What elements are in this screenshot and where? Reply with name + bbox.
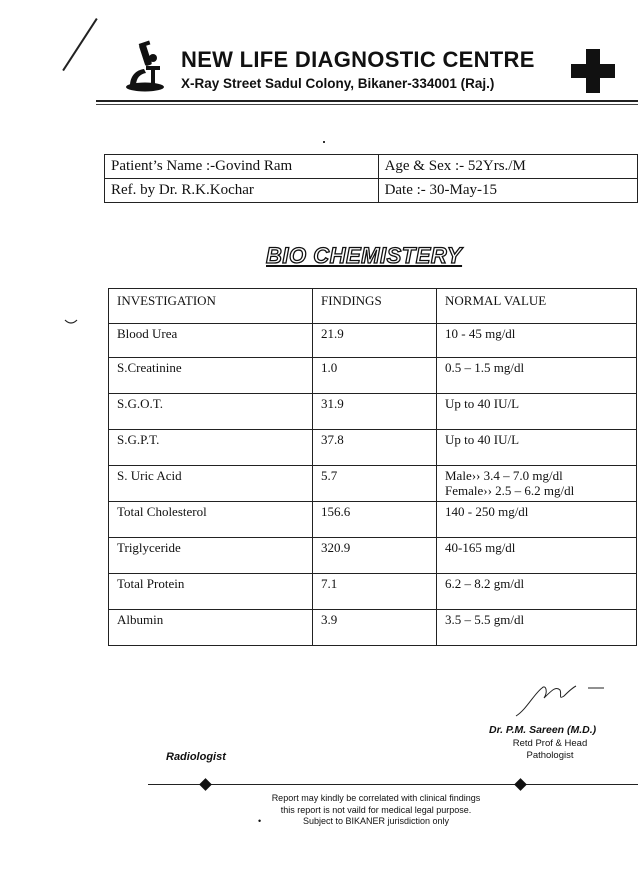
referring-doctor: Ref. by Dr. R.K.Kochar bbox=[105, 179, 379, 203]
speck bbox=[323, 141, 325, 143]
test-normal: Up to 40 IU/L bbox=[437, 430, 637, 466]
test-normal: 0.5 – 1.5 mg/dl bbox=[437, 358, 637, 394]
header-findings: FINDINGS bbox=[313, 289, 437, 324]
footer-line-2: this report is not vaild for medical legal purpose. bbox=[280, 804, 472, 815]
radiologist-label: Radiologist bbox=[166, 751, 226, 763]
test-name: Blood Urea bbox=[109, 324, 313, 358]
table-row bbox=[109, 574, 637, 610]
test-name: Total Protein bbox=[109, 574, 313, 610]
test-finding: 7.1 bbox=[313, 574, 437, 610]
tick-mark bbox=[64, 318, 78, 326]
patient-name: Patient’s Name :-Govind Ram bbox=[105, 155, 379, 179]
test-normal: 10 - 45 mg/dl bbox=[437, 324, 637, 358]
test-finding: 31.9 bbox=[313, 394, 437, 430]
table-row bbox=[109, 502, 637, 538]
footer-line-3: Subject to BIKANER jurisdiction only bbox=[302, 816, 450, 826]
test-normal bbox=[437, 466, 637, 502]
test-normal: 6.2 – 8.2 gm/dl bbox=[437, 574, 637, 610]
test-finding: 37.8 bbox=[313, 430, 437, 466]
test-name: Triglyceride bbox=[109, 538, 313, 574]
diamond-left-icon bbox=[199, 778, 212, 791]
medical-cross-icon bbox=[571, 49, 615, 93]
diamond-right-icon bbox=[514, 778, 527, 791]
test-normal: 3.5 – 5.5 gm/dl bbox=[437, 610, 637, 646]
test-finding: 156.6 bbox=[313, 502, 437, 538]
doctor-name: Dr. P.M. Sareen (M.D.) bbox=[489, 724, 597, 736]
footer-line-1: Report may kindly be correlated with clinical findings bbox=[271, 793, 481, 803]
doctor-title-2: Pathologist bbox=[526, 750, 574, 761]
header-divider-thin bbox=[96, 104, 638, 105]
centre-address: X-Ray Street Sadul Colony, Bikaner-334001 (Raj.) bbox=[181, 76, 495, 91]
test-name: Total Cholesterol bbox=[109, 502, 313, 538]
test-normal: Up to 40 IU/L bbox=[437, 394, 637, 430]
table-row bbox=[109, 358, 637, 394]
test-name: S. Uric Acid bbox=[109, 466, 313, 502]
patient-info-table bbox=[104, 154, 638, 203]
doctor-title-1: Retd Prof & Head bbox=[512, 738, 588, 749]
report-date: Date :- 30-May-15 bbox=[378, 179, 637, 203]
table-row bbox=[109, 324, 637, 358]
test-name: Albumin bbox=[109, 610, 313, 646]
table-row bbox=[109, 610, 637, 646]
patient-age-sex: Age & Sex :- 52Yrs./M bbox=[378, 155, 637, 179]
test-finding: 5.7 bbox=[313, 466, 437, 502]
header-divider bbox=[96, 100, 638, 102]
microscope-logo-icon bbox=[124, 40, 166, 92]
results-table bbox=[108, 288, 637, 646]
footer-divider bbox=[148, 784, 638, 785]
table-header-row bbox=[109, 289, 637, 324]
pen-stroke-mark bbox=[62, 18, 97, 71]
header-investigation: INVESTIGATION bbox=[109, 289, 313, 324]
table-row bbox=[109, 394, 637, 430]
test-finding: 3.9 bbox=[313, 610, 437, 646]
table-row bbox=[109, 538, 637, 574]
test-name: S.G.P.T. bbox=[109, 430, 313, 466]
table-row bbox=[109, 466, 637, 502]
footer-note bbox=[236, 793, 516, 828]
report-title: BIO CHEMISTERY bbox=[266, 243, 463, 268]
header-normal-value: NORMAL VALUE bbox=[437, 289, 637, 324]
signature-scribble bbox=[512, 680, 608, 720]
centre-name: NEW LIFE DIAGNOSTIC CENTRE bbox=[181, 47, 535, 72]
test-normal: 40-165 mg/dl bbox=[437, 538, 637, 574]
normal-female: Female›› 2.5 – 6.2 mg/dl bbox=[445, 483, 575, 498]
bullet-icon: • bbox=[258, 816, 262, 826]
doctor-designation bbox=[510, 738, 590, 762]
normal-male: Male›› 3.4 – 7.0 mg/dl bbox=[445, 468, 563, 483]
test-finding: 320.9 bbox=[313, 538, 437, 574]
test-name: S.Creatinine bbox=[109, 358, 313, 394]
test-finding: 21.9 bbox=[313, 324, 437, 358]
test-finding: 1.0 bbox=[313, 358, 437, 394]
test-name: S.G.O.T. bbox=[109, 394, 313, 430]
test-normal: 140 - 250 mg/dl bbox=[437, 502, 637, 538]
table-row bbox=[109, 430, 637, 466]
